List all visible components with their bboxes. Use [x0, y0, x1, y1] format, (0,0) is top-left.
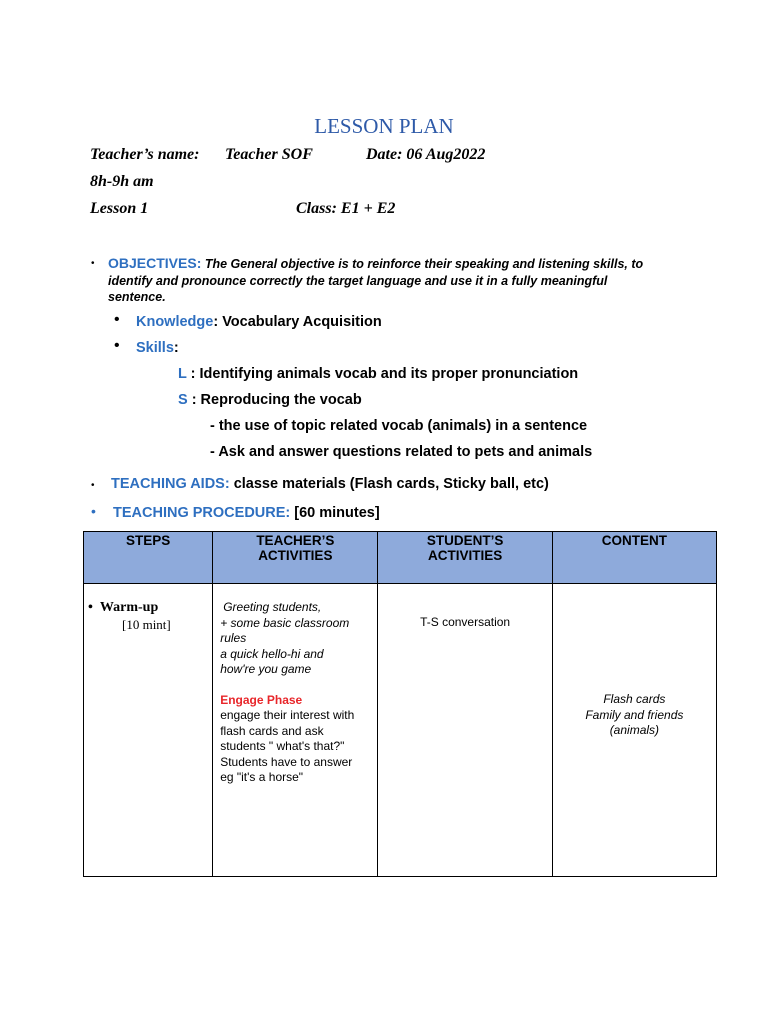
- engage-line: eg "it's a horse": [220, 770, 304, 784]
- date: Date: 06 Aug2022: [366, 146, 486, 163]
- header-steps: STEPS: [84, 532, 213, 584]
- objectives-block: [108, 255, 678, 306]
- content-text: [553, 692, 716, 739]
- page-title: LESSON PLAN: [314, 114, 454, 138]
- l-label: L: [178, 366, 187, 382]
- step-time: [10 mint]: [122, 617, 171, 632]
- objectives-label: OBJECTIVES:: [108, 255, 202, 271]
- header-teacher-activities: TEACHER’S ACTIVITIES: [213, 532, 378, 584]
- speaking-skill: [178, 392, 362, 408]
- cell-step: [84, 584, 213, 877]
- s-label: S: [178, 392, 188, 408]
- bullet-dot-icon: •: [91, 258, 95, 269]
- teacher-activities-text: [220, 600, 378, 786]
- table-row: [84, 584, 717, 877]
- teacher-line: how're you game: [220, 662, 312, 676]
- header-student-activities: STUDENT’S ACTIVITIES: [378, 532, 552, 584]
- skills-colon: :: [173, 340, 179, 356]
- engage-line: engage their interest with: [220, 708, 355, 722]
- teacher-name-value: Teacher SOF: [225, 146, 313, 163]
- lesson-plan-table: [83, 531, 717, 877]
- bullet-dot-icon: •: [91, 480, 95, 491]
- class-info: Class: E1 + E2: [296, 200, 396, 217]
- table-header-row: [84, 532, 717, 584]
- bullet-dot-icon: •: [114, 337, 120, 354]
- teacher-name-label: Teacher’s name:: [90, 146, 200, 163]
- cell-content: [552, 584, 716, 877]
- knowledge-line: [136, 314, 382, 330]
- teaching-aids-label: TEACHING AIDS:: [111, 476, 230, 492]
- speaking-sub-1: - the use of topic related vocab (animals) in a sentence: [210, 418, 588, 434]
- engage-phase-label: Engage Phase: [220, 692, 303, 707]
- engage-line: students " what's that?": [220, 739, 345, 753]
- knowledge-label: Knowledge: [136, 314, 214, 330]
- teacher-line: Greeting students,: [223, 600, 322, 614]
- speaking-sub-2: - Ask and answer questions related to pets and animals: [210, 444, 593, 460]
- teacher-line: + some basic classroom: [220, 615, 350, 630]
- step-name: Warm-up: [99, 600, 159, 615]
- objectives-text-line3: sentence.: [108, 290, 166, 304]
- bullet-dot-icon: •: [114, 311, 120, 328]
- s-text: : Reproducing the vocab: [187, 392, 362, 408]
- bullet-dot-icon: •: [88, 600, 93, 615]
- knowledge-value: : Vocabulary Acquisition: [213, 314, 382, 330]
- teaching-procedure-line: [113, 505, 380, 521]
- objectives-text-line2: identify and pronounce correctly the target language and use it in a fully meaningful: [108, 273, 608, 288]
- lesson-number: Lesson 1: [90, 200, 149, 217]
- content-line: Flash cards: [603, 692, 666, 706]
- objectives-text-line1: The General objective is to reinforce their speaking and listening skills, to: [204, 257, 644, 271]
- l-text: : Identifying animals vocab and its proper pronunciation: [186, 366, 579, 382]
- skills-label: Skills: [136, 340, 174, 356]
- header-content: CONTENT: [552, 532, 716, 584]
- listening-skill: [178, 366, 578, 382]
- teaching-procedure-label: TEACHING PROCEDURE:: [113, 505, 291, 521]
- cell-student-activities: [378, 584, 552, 877]
- skills-line: [136, 340, 179, 356]
- engage-line: flash cards and ask: [220, 723, 324, 738]
- teaching-aids-value: classe materials (Flash cards, Sticky ball, etc): [229, 476, 549, 492]
- content-line: Family and friends: [585, 707, 684, 722]
- time: 8h-9h am: [90, 173, 154, 190]
- bullet-dot-icon: •: [91, 503, 96, 519]
- student-activity: T-S conversation: [420, 615, 511, 629]
- cell-teacher-activities: [213, 584, 378, 877]
- teacher-line: rules: [220, 631, 247, 645]
- teaching-aids-line: [111, 476, 549, 492]
- teaching-procedure-value: [60 minutes]: [290, 505, 380, 521]
- teacher-line: a quick hello-hi and: [220, 646, 324, 661]
- engage-line: Students have to answer: [220, 754, 353, 769]
- content-line: (animals): [609, 723, 660, 737]
